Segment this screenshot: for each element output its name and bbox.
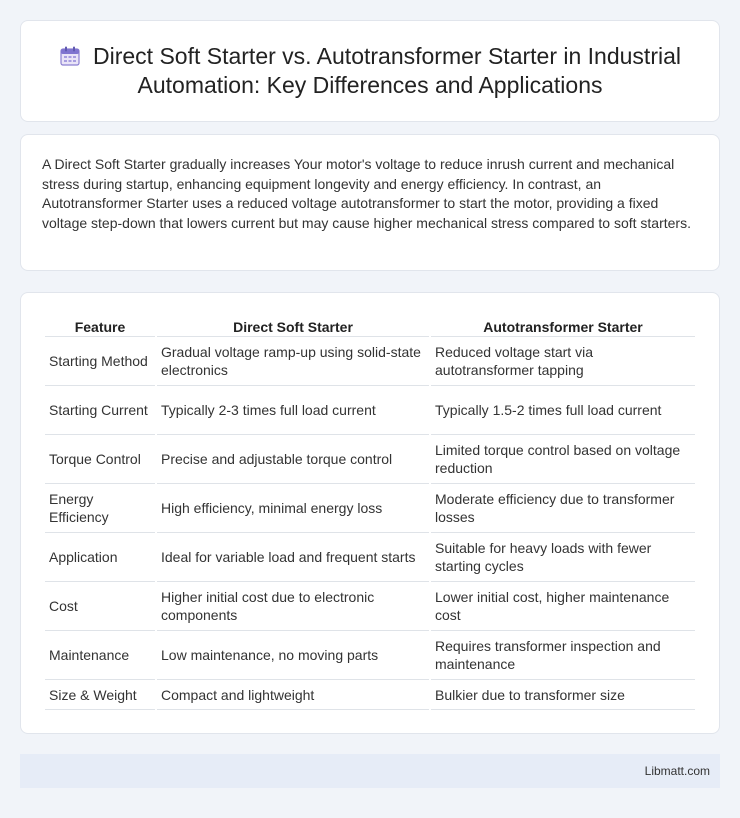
comparison-table bbox=[43, 313, 697, 710]
direct-soft-starter-cell: Ideal for variable load and frequent starts bbox=[157, 533, 429, 582]
table-row bbox=[45, 680, 695, 710]
feature-cell: Energy Efficiency bbox=[45, 484, 155, 533]
feature-cell: Starting Method bbox=[45, 337, 155, 386]
autotransformer-starter-cell: Limited torque control based on voltage reduction bbox=[431, 435, 695, 484]
autotransformer-starter-cell: Lower initial cost, higher maintenance cost bbox=[431, 582, 695, 631]
title-card bbox=[20, 20, 720, 122]
table-row bbox=[45, 631, 695, 680]
feature-cell: Torque Control bbox=[45, 435, 155, 484]
title-text: Direct Soft Starter vs. Autotransformer Starter in Industrial Automation: Key Differences and Applications bbox=[93, 43, 681, 98]
footer bbox=[20, 754, 720, 788]
table-header-row bbox=[45, 313, 695, 337]
autotransformer-starter-cell: Requires transformer inspection and maintenance bbox=[431, 631, 695, 680]
direct-soft-starter-cell: Compact and lightweight bbox=[157, 680, 429, 710]
table-row bbox=[45, 484, 695, 533]
table-row bbox=[45, 533, 695, 582]
table-row bbox=[45, 435, 695, 484]
autotransformer-starter-cell: Bulkier due to transformer size bbox=[431, 680, 695, 710]
direct-soft-starter-cell: Low maintenance, no moving parts bbox=[157, 631, 429, 680]
feature-cell: Starting Current bbox=[45, 386, 155, 435]
feature-cell: Maintenance bbox=[45, 631, 155, 680]
page-title bbox=[51, 42, 689, 100]
intro-paragraph: A Direct Soft Starter gradually increases Your motor's voltage to reduce inrush current and mechanical stress during startup, enhancing equipment longevity and energy efficiency. In contrast, an Autotransformer Starter uses a reduced voltage autotransformer to start the motor, providing a fixed voltage step-down that lowers current but may cause higher mechanical stress compared to soft starters. bbox=[42, 156, 691, 231]
direct-soft-starter-cell: Gradual voltage ramp-up using solid-state electronics bbox=[157, 337, 429, 386]
calendar-icon bbox=[59, 45, 81, 67]
feature-cell: Cost bbox=[45, 582, 155, 631]
footer-brand: Libmatt.com bbox=[644, 764, 710, 778]
direct-soft-starter-cell: Precise and adjustable torque control bbox=[157, 435, 429, 484]
table-row bbox=[45, 386, 695, 435]
column-header-direct-soft-starter: Direct Soft Starter bbox=[157, 313, 429, 337]
column-header-feature: Feature bbox=[45, 313, 155, 337]
table-row bbox=[45, 582, 695, 631]
direct-soft-starter-cell: High efficiency, minimal energy loss bbox=[157, 484, 429, 533]
table-row bbox=[45, 337, 695, 386]
direct-soft-starter-cell: Typically 2-3 times full load current bbox=[157, 386, 429, 435]
autotransformer-starter-cell: Moderate efficiency due to transformer losses bbox=[431, 484, 695, 533]
comparison-card bbox=[20, 292, 720, 734]
autotransformer-starter-cell: Reduced voltage start via autotransformer tapping bbox=[431, 337, 695, 386]
column-header-autotransformer-starter: Autotransformer Starter bbox=[431, 313, 695, 337]
direct-soft-starter-cell: Higher initial cost due to electronic components bbox=[157, 582, 429, 631]
intro-card bbox=[20, 134, 720, 271]
autotransformer-starter-cell: Typically 1.5-2 times full load current bbox=[431, 386, 695, 435]
feature-cell: Size & Weight bbox=[45, 680, 155, 710]
autotransformer-starter-cell: Suitable for heavy loads with fewer starting cycles bbox=[431, 533, 695, 582]
feature-cell: Application bbox=[45, 533, 155, 582]
